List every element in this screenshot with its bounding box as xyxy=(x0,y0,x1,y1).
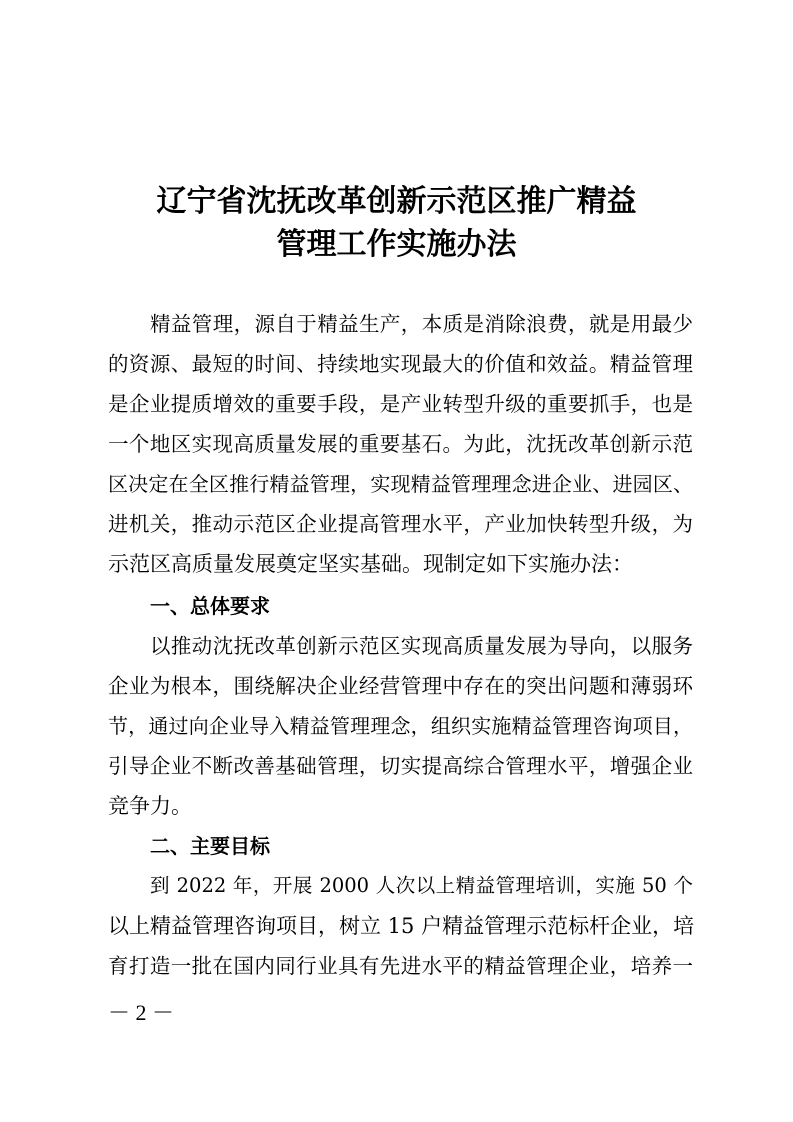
paragraph-line: 企业为根本，围绕解决企业经营管理中存在的突出问题和薄弱环 xyxy=(108,674,693,698)
paragraph-line: 到 2022 年，开展 2000 人次以上精益管理培训，实施 50 个 xyxy=(150,874,693,897)
paragraph-line: 精益管理，源自于精益生产，本质是消除浪费，就是用最少 xyxy=(150,312,693,336)
section-heading: 一、总体要求 xyxy=(150,594,270,618)
paragraph-line: 竞争力。 xyxy=(108,794,192,818)
paragraph-line: 节，通过向企业导入精益管理理念，组织实施精益管理咨询项目， xyxy=(108,714,693,738)
paragraph-line: 示范区高质量发展奠定坚实基础。现制定如下实施办法： xyxy=(108,552,633,576)
paragraph-line: 是企业提质增效的重要手段，是产业转型升级的重要抓手，也是 xyxy=(108,392,693,416)
document-title-line-2: 管理工作实施办法 xyxy=(276,227,517,262)
paragraph-line: 区决定在全区推行精益管理，实现精益管理理念进企业、进园区、 xyxy=(108,472,693,496)
page-number: － 2 － xyxy=(108,1000,175,1025)
paragraph-line: 以推动沈抚改革创新示范区实现高质量发展为导向，以服务 xyxy=(150,634,693,658)
paragraph-line: 育打造一批在国内同行业具有先进水平的精益管理企业，培养一 xyxy=(108,954,693,978)
paragraph-line: 以上精益管理咨询项目，树立 15 户精益管理示范标杆企业，培 xyxy=(108,914,695,938)
section-heading: 二、主要目标 xyxy=(150,834,270,858)
paragraph-line: 进机关，推动示范区企业提高管理水平，产业加快转型升级，为 xyxy=(108,512,693,536)
document-title-line-1: 辽宁省沈抚改革创新示范区推广精益 xyxy=(156,184,637,219)
paragraph-line: 引导企业不断改善基础管理，切实提高综合管理水平，增强企业 xyxy=(108,754,693,778)
paragraph-line: 的资源、最短的时间、持续地实现最大的价值和效益。精益管理 xyxy=(108,352,693,376)
paragraph-line: 一个地区实现高质量发展的重要基石。为此，沈抚改革创新示范 xyxy=(108,432,693,456)
